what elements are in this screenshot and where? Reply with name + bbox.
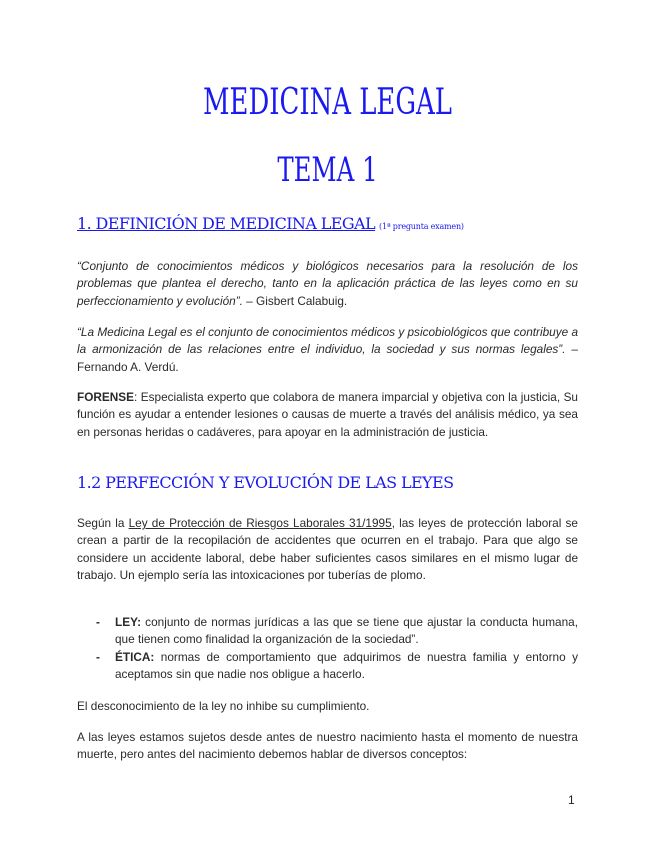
quote-calabuig [77, 258, 578, 310]
document-subtitle: TEMA 1 [277, 150, 378, 190]
document-title: MEDICINA LEGAL [203, 82, 452, 123]
quote-verdu-text: “La Medicina Legal es el conjunto de conocimientos médicos y psicobiológicos que contribuye a la armonización de las relaciones entre el individuo, la sociedad y sus normas legales”. [77, 325, 579, 357]
forense-term: FORENSE [77, 390, 135, 404]
section-heading-1-text: 1. DEFINICIÓN DE MEDICINA LEGAL [77, 214, 376, 233]
quote-verdu [77, 324, 578, 376]
forense-text: : Especialista experto que colabora de manera imparcial y objetiva con la justicia, Su función es ayudar a entender lesiones o causas de muerte a través del análisis médico, ya sea en personas heridas o cadáveres, para apoyar en la administración de justicia. [77, 390, 578, 439]
ley-reference: Ley de Protección de Riesgos Laborales 31/1995 [128, 516, 392, 530]
definitions-list [96, 614, 578, 684]
quote-verdu-author: – Fernando A. Verdú. [77, 342, 578, 374]
list-item-term: ÉTICA: [115, 649, 155, 664]
section-heading-1 [77, 214, 464, 233]
list-item-term: LEY: [115, 615, 141, 629]
ley-paragraph [77, 515, 578, 585]
bullet-dash: - [96, 615, 100, 629]
forense-definition [77, 389, 578, 441]
final-paragraph: A las leyes estamos sujetos desde antes de nuestro nacimiento hasta el momento de nuestra muerte, pero antes del nacimiento debemos hablar de diversos conceptos: [77, 730, 578, 762]
list-item-text: normas de comportamiento que adquirimos de nuestra familia y entorno y aceptamos sin que nadie nos obligue a hacerlo. [115, 649, 578, 682]
quote-calabuig-author: – Gisbert Calabuig. [242, 293, 348, 308]
desconocimiento-paragraph: El desconocimiento de la ley no inhibe su cumplimiento. [77, 699, 370, 713]
list-item-etica [96, 649, 578, 684]
ley-paragraph-before: Según la [77, 516, 129, 530]
section-heading-2: 1.2 PERFECCIÓN Y EVOLUCIÓN DE LAS LEYES [77, 473, 454, 492]
list-item-text: conjunto de normas jurídicas a las que se tiene que ajustar la conducta humana, que tienen como finalidad la organización de la sociedad”. [115, 615, 578, 647]
section-heading-1-note: (1ª pregunta examen) [379, 222, 464, 231]
quote-calabuig-text: “Conjunto de conocimientos médicos y biológicos necesarios para la resolución de los problemas que plantea el derecho, tanto en la aplicación práctica de las leyes como en su perfeccionamiento y evolución”. [77, 259, 578, 308]
bullet-dash: - [96, 649, 100, 664]
page-number: 1 [568, 793, 575, 807]
list-item-ley [96, 614, 578, 649]
ley-paragraph-after: , las leyes de protección laboral se crean a partir de la recopilación de accidentes que ocurren en el trabajo. Para que algo se considere un accidente laboral, debe haber suficientes casos similares en el mismo lugar de trabajo. Un ejemplo sería las intoxicaciones por tuberías de plomo. [77, 516, 578, 583]
